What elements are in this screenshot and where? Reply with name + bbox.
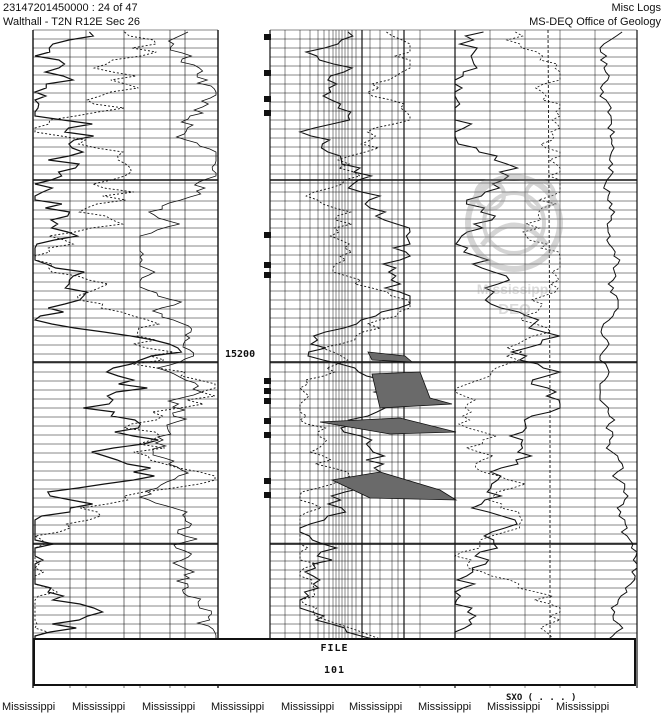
file-label: FILE <box>320 643 349 654</box>
footer-item: Mississippi <box>418 701 472 713</box>
footer-item: Mississippi <box>487 701 541 713</box>
footer-item: Mississippi <box>349 701 403 713</box>
footer-item: Mississippi <box>72 701 126 713</box>
footer-watermark <box>0 700 665 715</box>
watermark-logo <box>452 165 577 325</box>
well-id-page: 23147201450000 : 24 of 47 <box>3 2 138 14</box>
curve-label: SXO ( . . . ) <box>506 693 577 703</box>
file-number: 101 <box>323 665 346 676</box>
log-type: Misc Logs <box>611 2 661 14</box>
log-grid <box>33 30 637 688</box>
footer-item: Mississippi <box>281 701 335 713</box>
depth-marker: 15200 <box>225 349 256 360</box>
watermark-subtext: DEQ <box>498 301 531 318</box>
footer-item: Mississippi <box>556 701 610 713</box>
footer-item: Mississippi <box>142 701 196 713</box>
well-location: Walthall - T2N R12E Sec 26 <box>3 16 140 28</box>
footer-item: Mississippi <box>2 701 56 713</box>
file-box <box>33 638 636 686</box>
footer-item: Mississippi <box>211 701 265 713</box>
agency-name: MS-DEQ Office of Geology <box>529 16 661 28</box>
watermark-text: Mississippi <box>476 281 553 297</box>
